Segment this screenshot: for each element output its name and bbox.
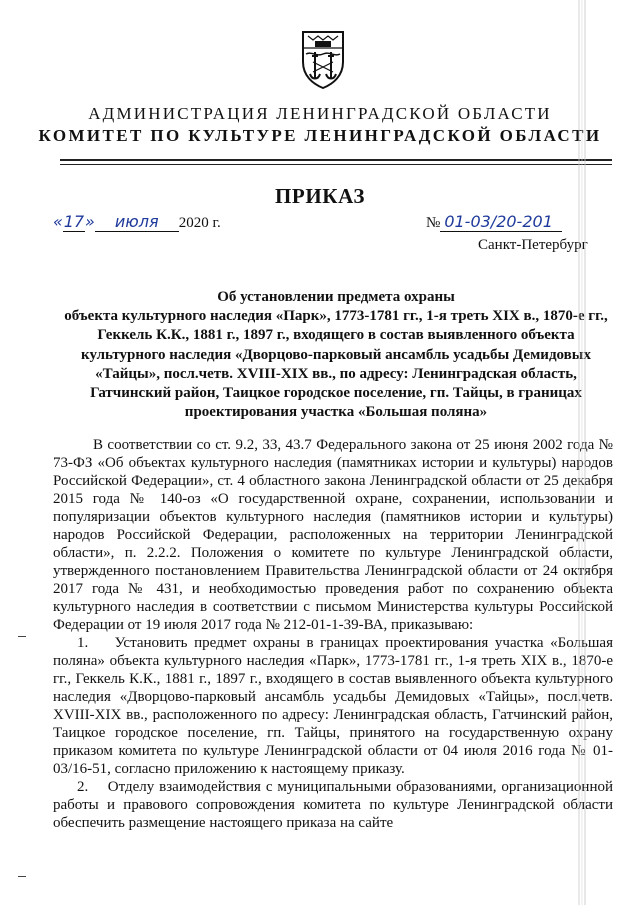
order-subject bbox=[60, 288, 612, 422]
body-preamble: В соответствии со ст. 9.2, 33, 43.7 Федерального закона от 25 июня 2002 года № 73-ФЗ «Об объектах культурного наследия (памятниках истории и культуры) народов Российской Федерации», ст. 4 областного закона Ленинградской области от 25 декабря 2015 года № 140-оз «О государственной охране, сохранении, использовании и популяризации объектов культурного наследия (памятников истории и культуры) народов Российской Федерации, расположенных на территории Ленинградской области», п. 2.2.2. Положения о комитете по культуре Ленинградской области, утвержденного постановлением Правительства Ленинградской области от 24 октября 2017 года № 431, и необходимостью проведения работ по сохранению объекта культурного наследия в соответствии с письмом Министерства культуры Российской Федерации от 19 июля 2017 года № 212-01-1-39-ВА, приказываю: bbox=[53, 437, 613, 633]
body-item-2: 2. Отделу взаимодействия с муниципальными образованиями, организационной работы и правового сопровождения комитета по культуре Ленинградской области обеспечить размещение настоящего приказа на сайте bbox=[53, 779, 613, 831]
coat-of-arms-icon bbox=[300, 28, 346, 90]
header-divider-thin bbox=[60, 164, 612, 165]
order-body bbox=[53, 436, 613, 832]
date-day: 17 bbox=[63, 212, 85, 231]
date-close-quote: » bbox=[84, 212, 95, 231]
subject-line-1: Об установлении предмета охраны bbox=[217, 289, 455, 305]
margin-mark bbox=[18, 876, 26, 877]
header-divider-thick bbox=[60, 159, 612, 161]
organization-line-1: АДМИНИСТРАЦИЯ ЛЕНИНГРАДСКОЙ ОБЛАСТИ bbox=[88, 104, 552, 123]
document-title: ПРИКАЗ bbox=[274, 184, 366, 208]
number-prefix: № bbox=[426, 215, 441, 231]
organization-line-2: КОМИТЕТ ПО КУЛЬТУРЕ ЛЕНИНГРАДСКОЙ ОБЛАСТИ bbox=[38, 126, 602, 145]
date-month: июля bbox=[95, 212, 179, 232]
date-year: 2020 г. bbox=[178, 215, 221, 231]
subject-line-2: объекта культурного наследия «Парк», 1773-1781 гг., 1-я треть XIX в., 1870-е гг., Геккель К.К., 1881 г., 1897 г., входящего в состав выявленного объекта культурного наследия «Дворцово-парковый ансамбль усадьбы Демидовых «Тайцы», посл.четв. XVIII-XIX вв., по адресу: Ленинградская область, Гатчинский район, Таицкое городское поселение, гп. Тайцы, в границах проектирования участка «Большая поляна» bbox=[64, 308, 608, 421]
city-label: Санкт-Петербург bbox=[478, 237, 588, 253]
margin-mark bbox=[18, 636, 26, 637]
body-item-1: 1. Установить предмет охраны в границах проектирования участка «Большая поляна» объекта культурного наследия «Парк», 1773-1781 гг., 1-я треть XIX в., 1870-е гг., Геккель К.К., 1881 г., 1897 г., входящего в состав выявленного объекта культурного наследия «Дворцово-парковый ансамбль усадьбы Демидовых «Тайцы», посл.четв. XVIII-XIX вв., расположенного по адресу: Ленинградская область, Гатчинский район, Таицкое городское поселение, гп. Тайцы, принятого на государственную охрану приказом комитета по культуре Ленинградской области от 04 июля 2016 года № 01-03/16-51, согласно приложению к настоящему приказу. bbox=[53, 635, 613, 777]
date-open-quote: « bbox=[53, 212, 63, 231]
number-value: 01-03/20-201 bbox=[440, 212, 562, 232]
order-number bbox=[426, 212, 562, 232]
order-date bbox=[53, 212, 221, 232]
